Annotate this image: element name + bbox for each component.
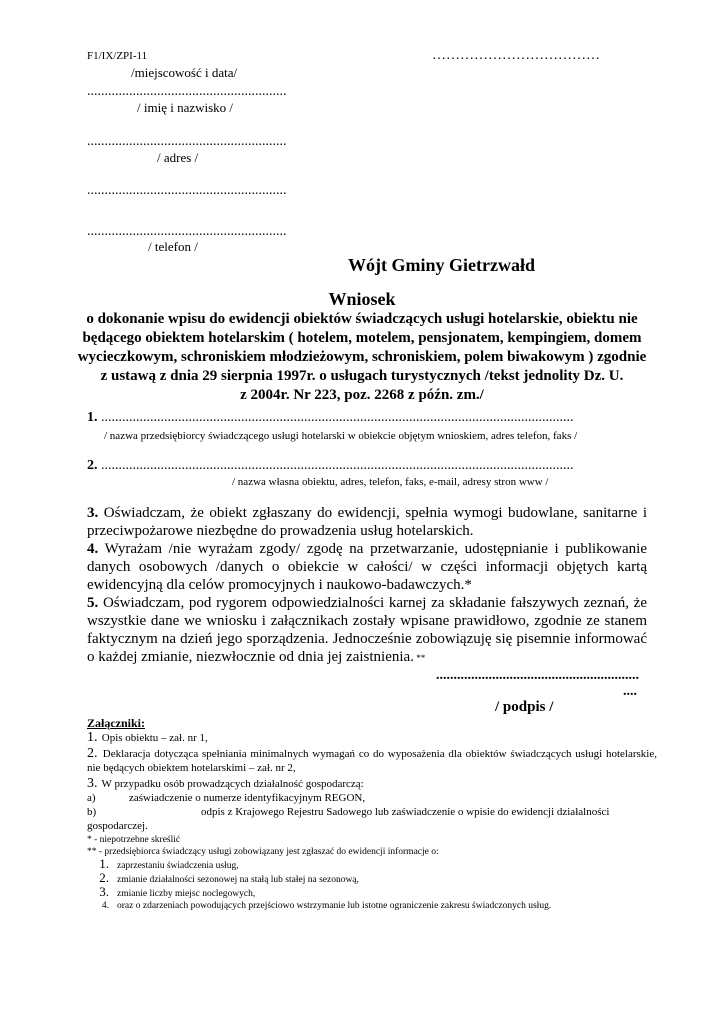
address-label: / adres /: [157, 150, 199, 165]
footnote-item: [87, 886, 551, 900]
attachment-number: 3.: [87, 776, 98, 791]
address2-dots: .........................................................: [87, 183, 287, 198]
attachment-text: Opis obiektu – zał. nr 1,: [99, 732, 208, 744]
statement-number: 4.: [87, 541, 99, 557]
statement-text: Oświadczam, pod rygorem odpowiedzialności karnej za składanie fałszywych zeznań, że wszystkie dane we wniosku i załącznikach zostały wpisane prawidłowo, zgodnie ze stanem faktycznym na dzień jego sporządzenia. Jednocześnie zobowiązuję się pisemnie informować o każdej zmianie, niezwłocznie od dnia jej zaistnienia.: [87, 595, 647, 665]
attachment-item: [87, 777, 657, 791]
statement-4: [87, 540, 647, 594]
subtitle-line: z 2004r. Nr 223, poz. 2268 z późn. zm./: [240, 387, 484, 403]
statement-footnote-mark: **: [413, 653, 426, 663]
footnote-number: 1.: [99, 856, 109, 871]
footnote-item: [87, 858, 551, 872]
name-dots: .........................................................: [87, 84, 287, 99]
attachment-text: Deklaracja dotycząca spełniania minimalnych wymagań co do wyposażenia dla obiektów świadczących usługi hotelarskie, nie będących obiektem hotelarskimi – zał. nr 2,: [87, 748, 657, 774]
footnote-text: oraz o zdarzeniach powodujących przejściowo wstrzymanie lub istotne ograniczenie zakresu świadczonych usług.: [117, 901, 552, 911]
signature-label: / podpis /: [495, 699, 554, 715]
statement-number: 3.: [87, 505, 99, 521]
field2-dots: .......................................................................................................................................: [101, 458, 574, 473]
field1-dots: .......................................................................................................................................: [101, 410, 574, 425]
attachment-number: 2.: [87, 746, 98, 761]
form-code: F1/IX/ZPI-11: [87, 50, 148, 62]
phone-dots: .........................................................: [87, 224, 287, 239]
signature-dots[interactable]: ..........................................................: [436, 668, 639, 683]
date-label: /miejscowość i data/: [131, 65, 238, 80]
subtitle-line: wycieczkowym, schroniskiem młodzieżowym, schroniskiem, polem biwakowym ) zgodnie: [77, 349, 647, 365]
address-dots: .........................................................: [87, 134, 287, 149]
footnote-item: [87, 872, 551, 886]
attachment-sub-item: [87, 805, 657, 833]
form-title: Wniosek: [328, 289, 396, 309]
subtitle-line: z ustawą z dnia 29 sierpnia 1997r. o usługach turystycznych /tekst jednolity Dz. U.: [100, 368, 624, 384]
footnote-number: 3.: [99, 884, 109, 899]
footnote-number: 4.: [101, 901, 109, 911]
footnote-number: 2.: [99, 870, 109, 885]
field1-number: 1.: [87, 410, 98, 425]
footnote-star2: ** - przedsiębiorca świadczący usługi zobowiązany jest zgłaszać do ewidencji informacje o:: [87, 847, 439, 857]
attachment-item: [87, 747, 657, 775]
attachments-heading: Załączniki:: [87, 716, 146, 730]
field2-number: 2.: [87, 458, 98, 473]
phone-label: / telefon /: [148, 239, 198, 254]
attachment-item: [87, 731, 657, 745]
attachment-text: W przypadku osób prowadzących działalność gospodarczą:: [99, 778, 364, 790]
signature-dots-end: ....: [623, 684, 637, 699]
statement-5: [87, 594, 647, 667]
subtitle-line: będącego obiektem hotelarskim ( hotelem, motelem, pensjonatem, kempingiem, domem: [82, 330, 642, 346]
attachment-number: 1.: [87, 730, 98, 745]
form-subtitle: [0, 310, 724, 405]
statements: [87, 504, 647, 667]
attachments-list: [87, 731, 657, 833]
footnote-text: zmianie działalności sezonowej na stałą lub stałej na sezonową,: [117, 875, 359, 885]
recipient: Wójt Gminy Gietrzwałd: [348, 255, 535, 275]
attachment-sub-item: [87, 791, 657, 805]
field1-line[interactable]: [87, 410, 639, 426]
field1-label: / nazwa przedsiębiorcy świadczącego usługi hotelarski w obiekcie objętym wnioskiem, adres telefon, faks /: [104, 430, 578, 442]
statement-text: Oświadczam, że obiekt zgłaszany do ewidencji, spełnia wymogi budowlane, sanitarne i przeciwpożarowe niezbędne do prowadzenia usług hotelarskich.: [87, 505, 647, 539]
attachment-sub-text: odpis z Krajowego Rejestru Sadowego lub zaświadczenie o wpisie do ewidencji działalności gospodarczej.: [87, 806, 610, 832]
attachment-sub-text: zaświadczenie o numerze identyfikacyjnym REGON,: [129, 792, 366, 804]
statement-text: Wyrażam /nie wyrażam zgody/ zgodę na przetwarzanie, udostępnianie i publikowanie danych osobowych /danych o obiekcie w całości/ w części informacji objętych kartą ewidencyjną dla celów promocyjnych i naukowo-badawczych.*: [87, 541, 647, 593]
footnote-text: zaprzestaniu świadczenia usług,: [117, 861, 239, 871]
date-dots: ………………………………: [432, 48, 600, 63]
field2-label: / nazwa własna obiektu, adres, telefon, faks, e-mail, adresy stron www /: [232, 476, 549, 488]
footnote-list: [87, 858, 551, 912]
statement-3: [87, 504, 647, 540]
subtitle-line: o dokonanie wpisu do ewidencji obiektów świadczących usługi hotelarskie, obiektu nie: [86, 311, 638, 327]
attachment-sub-letter: a): [87, 792, 96, 804]
field2-line[interactable]: [87, 458, 639, 474]
footnote-item: [87, 900, 551, 912]
statement-number: 5.: [87, 595, 99, 611]
attachment-sub-letter: b): [87, 806, 97, 818]
footnote-text: zmianie liczby miejsc noclegowych,: [117, 889, 256, 899]
name-label: / imię i nazwisko /: [137, 100, 234, 115]
footnote-star1: * - niepotrzebne skreślić: [87, 835, 181, 845]
